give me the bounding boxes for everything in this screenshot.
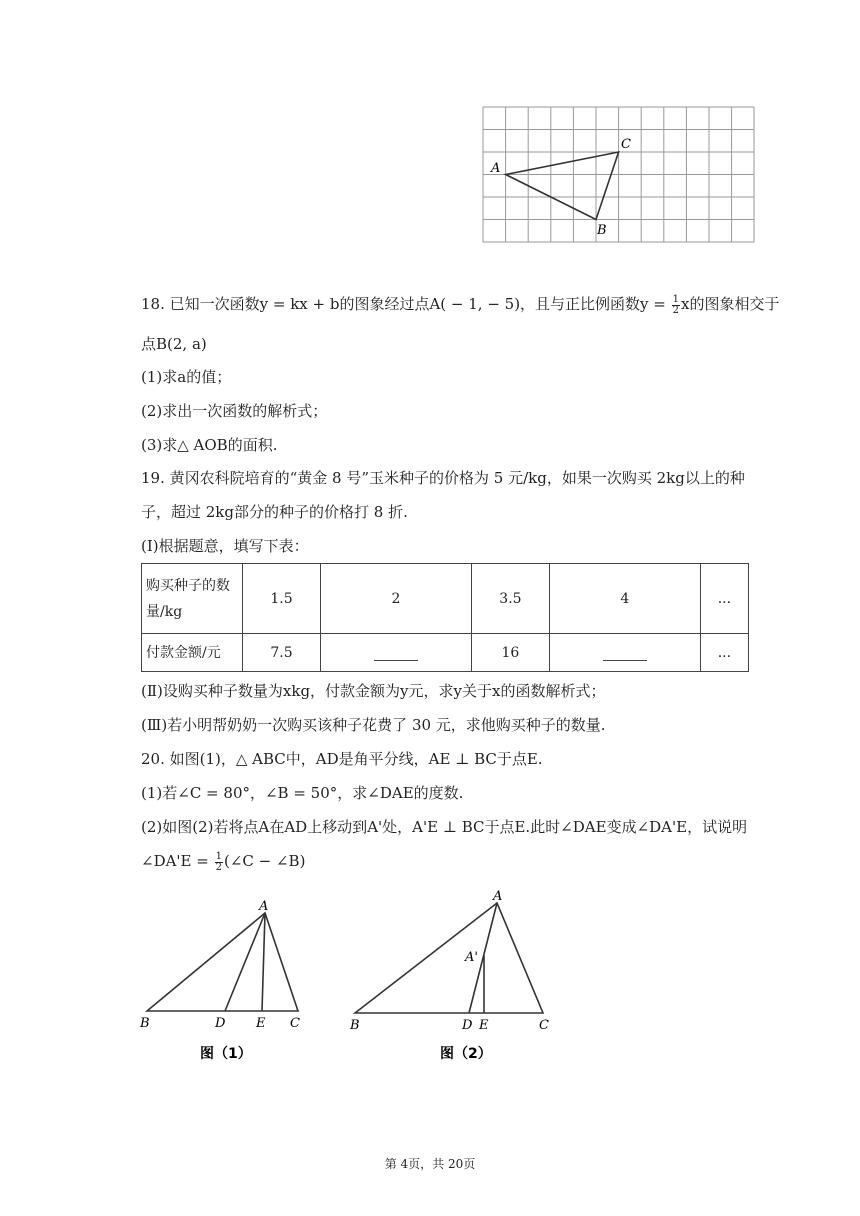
table-cell: 1.5: [243, 564, 321, 634]
fraction-one-half: $\frac{1}{2}$: [215, 850, 222, 873]
label-a: A: [491, 161, 501, 176]
fig1-label-c: C: [290, 1016, 300, 1031]
table-cell: 3.5: [471, 564, 549, 634]
grid-lines: [483, 107, 754, 242]
fig1-caption: 图（1）: [200, 1046, 252, 1062]
q19-line1: 19. 黄冈农科院培育的“黄金 8 号”玉米种子的价格为 5 元/kg，如果一次购买 2kg以上的种: [141, 469, 745, 487]
q19-part3: (Ⅲ)若小明帮奶奶一次购买该种子花费了 30 元，求他购买种子的数量.: [141, 716, 606, 734]
grid-triangle-figure: [478, 104, 760, 248]
table-cell-blank[interactable]: [549, 634, 700, 672]
fig2-label-d: D: [462, 1018, 473, 1033]
label-c: C: [621, 137, 631, 152]
fig2-caption: 图（2）: [440, 1046, 492, 1062]
q18-sub1: (1)求a的值；: [141, 368, 232, 386]
fig1-label-b: B: [140, 1016, 150, 1031]
q20-sub2: (2)如图(2)若将点A在AD上移动到A'处，A'E ⊥ BC于点E.此时∠DAE变成∠DA'E，试说明: [141, 818, 748, 836]
q19-part2: (Ⅱ)设购买种子数量为xkg，付款金额为y元，求y关于x的函数解析式；: [141, 682, 606, 700]
price-table: [141, 563, 749, 672]
triangle-abc: [506, 152, 619, 220]
row2-header: 付款金额/元: [142, 634, 243, 672]
q18-sub3: (3)求△ AOB的面积.: [141, 436, 278, 454]
table-cell: 2: [321, 564, 472, 634]
table-cell: ...: [700, 634, 748, 672]
table-cell: ...: [700, 564, 748, 634]
row1-header: 购买种子的数 量/kg: [142, 564, 243, 634]
fig2-label-a: A: [493, 889, 503, 904]
fig1-label-e: E: [256, 1016, 266, 1031]
table-cell: 7.5: [243, 634, 321, 672]
answer-blank[interactable]: [603, 646, 647, 661]
fig2-label-b: B: [350, 1018, 360, 1033]
table-cell: 16: [471, 634, 549, 672]
answer-blank[interactable]: [374, 646, 418, 661]
label-b: B: [597, 223, 607, 238]
table-cell-blank[interactable]: [321, 634, 472, 672]
q20-line1: 20. 如图(1)，△ ABC中，AD是角平分线，AE ⊥ BC于点E.: [141, 750, 543, 768]
figure-2: [345, 883, 565, 1068]
q20-sub1: (1)若∠C = 80°，∠B = 50°，求∠DAE的度数.: [141, 784, 464, 802]
q20-line-last: ∠DA'E = $\frac{1}{2}$ (∠C − ∠B): [141, 850, 306, 873]
figure-1: [135, 893, 315, 1068]
q18-line2: 点B(2, a): [141, 335, 207, 353]
page-footer: 第 4页，共 20页: [384, 1157, 476, 1171]
q19-part1: (Ⅰ)根据题意，填写下表：: [141, 537, 309, 555]
fig2-label-e: E: [479, 1018, 489, 1033]
fig1-label-a: A: [259, 899, 269, 914]
fig2-label-a-prime: A': [465, 950, 478, 965]
fig1-label-d: D: [215, 1016, 226, 1031]
q19-line2: 子，超过 2kg部分的种子的价格打 8 折.: [141, 503, 408, 521]
q18-line1: 18. 已知一次函数y = kx + b的图象经过点A( − 1, − 5)，且与正比例函数y = $\frac{1}{2}$ x的图象相交于: [141, 293, 780, 316]
fig2-label-c: C: [539, 1018, 549, 1033]
q18-sub2: (2)求出一次函数的解析式；: [141, 402, 328, 420]
fraction-one-half: $\frac{1}{2}$: [672, 293, 680, 316]
table-cell: 4: [549, 564, 700, 634]
